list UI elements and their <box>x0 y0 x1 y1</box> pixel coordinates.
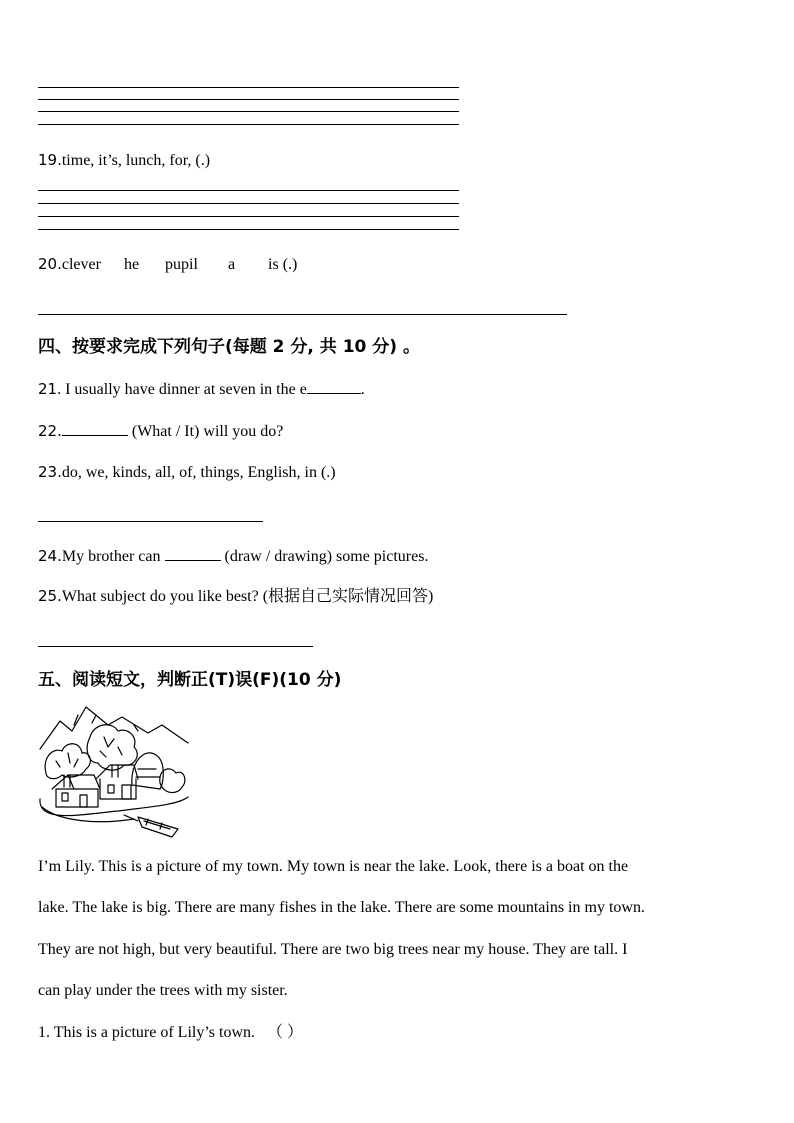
passage-line: They are not high, but very beautiful. There are two big trees near my house. They are tall. I <box>38 941 628 958</box>
word: a <box>227 256 236 273</box>
question-25 <box>38 586 433 607</box>
word: pupil <box>165 256 198 273</box>
question-text: What subject do you like best? (根据自己实际情况回答) <box>61 588 434 605</box>
question-number: 24. <box>38 547 62 565</box>
question-text: do, we, kinds, all, of, things, English, in (.) <box>61 464 336 481</box>
question-text: (What / It) will you do? <box>131 423 284 440</box>
fill-blank[interactable] <box>165 545 221 561</box>
answer-line[interactable] <box>38 124 459 125</box>
question-number: 22. <box>38 422 62 440</box>
answer-line[interactable] <box>38 111 459 112</box>
answer-line[interactable] <box>38 99 459 100</box>
question-19 <box>38 150 210 171</box>
answer-line[interactable] <box>38 216 459 217</box>
question-text: time, it’s, lunch, for, (.) <box>61 152 211 169</box>
answer-line[interactable] <box>38 190 459 191</box>
passage-line: can play under the trees with my sister. <box>38 982 288 999</box>
question-number: 25. <box>38 587 62 605</box>
question-number: 20. <box>38 255 62 273</box>
reading-question-1 <box>38 1023 303 1043</box>
answer-line[interactable] <box>38 521 263 522</box>
answer-line[interactable] <box>38 229 459 230</box>
question-24 <box>38 545 428 567</box>
answer-line[interactable] <box>38 314 567 315</box>
question-23 <box>38 462 336 483</box>
answer-line[interactable] <box>38 203 459 204</box>
question-20 <box>38 254 297 275</box>
question-text: 1. This is a picture of Lily’s town. <box>38 1024 256 1041</box>
fill-blank[interactable] <box>307 378 361 394</box>
passage-line: lake. The lake is big. There are many fishes in the lake. There are some mountains in my town. <box>38 899 645 916</box>
question-tail: . <box>360 381 365 398</box>
question-text: My brother can <box>61 548 161 565</box>
word: is (.) <box>268 256 298 273</box>
answer-line[interactable] <box>38 87 459 88</box>
answer-line[interactable] <box>38 646 313 647</box>
question-number: 23. <box>38 463 62 481</box>
question-text: . I usually have dinner at seven in the e <box>57 381 307 398</box>
question-number: 21 <box>38 380 58 398</box>
word: he <box>123 256 140 273</box>
question-number: 19. <box>38 151 62 169</box>
question-22 <box>38 420 283 442</box>
question-21 <box>38 378 365 400</box>
passage-line: I’m Lily. This is a picture of my town. My town is near the lake. Look, there is a boat on the <box>38 858 629 875</box>
section-5-heading: 五、阅读短文，判断正(T)误(F)(10 分) <box>38 670 342 690</box>
section-4-heading: 四、按要求完成下列句子(每题 2 分, 共 10 分) 。 <box>38 337 420 357</box>
answer-parentheses[interactable]: （ ） <box>267 1024 304 1041</box>
question-text: (draw / drawing) some pictures. <box>224 548 429 565</box>
word: clever <box>61 256 101 273</box>
fill-blank[interactable] <box>62 420 128 436</box>
town-illustration <box>38 703 190 839</box>
